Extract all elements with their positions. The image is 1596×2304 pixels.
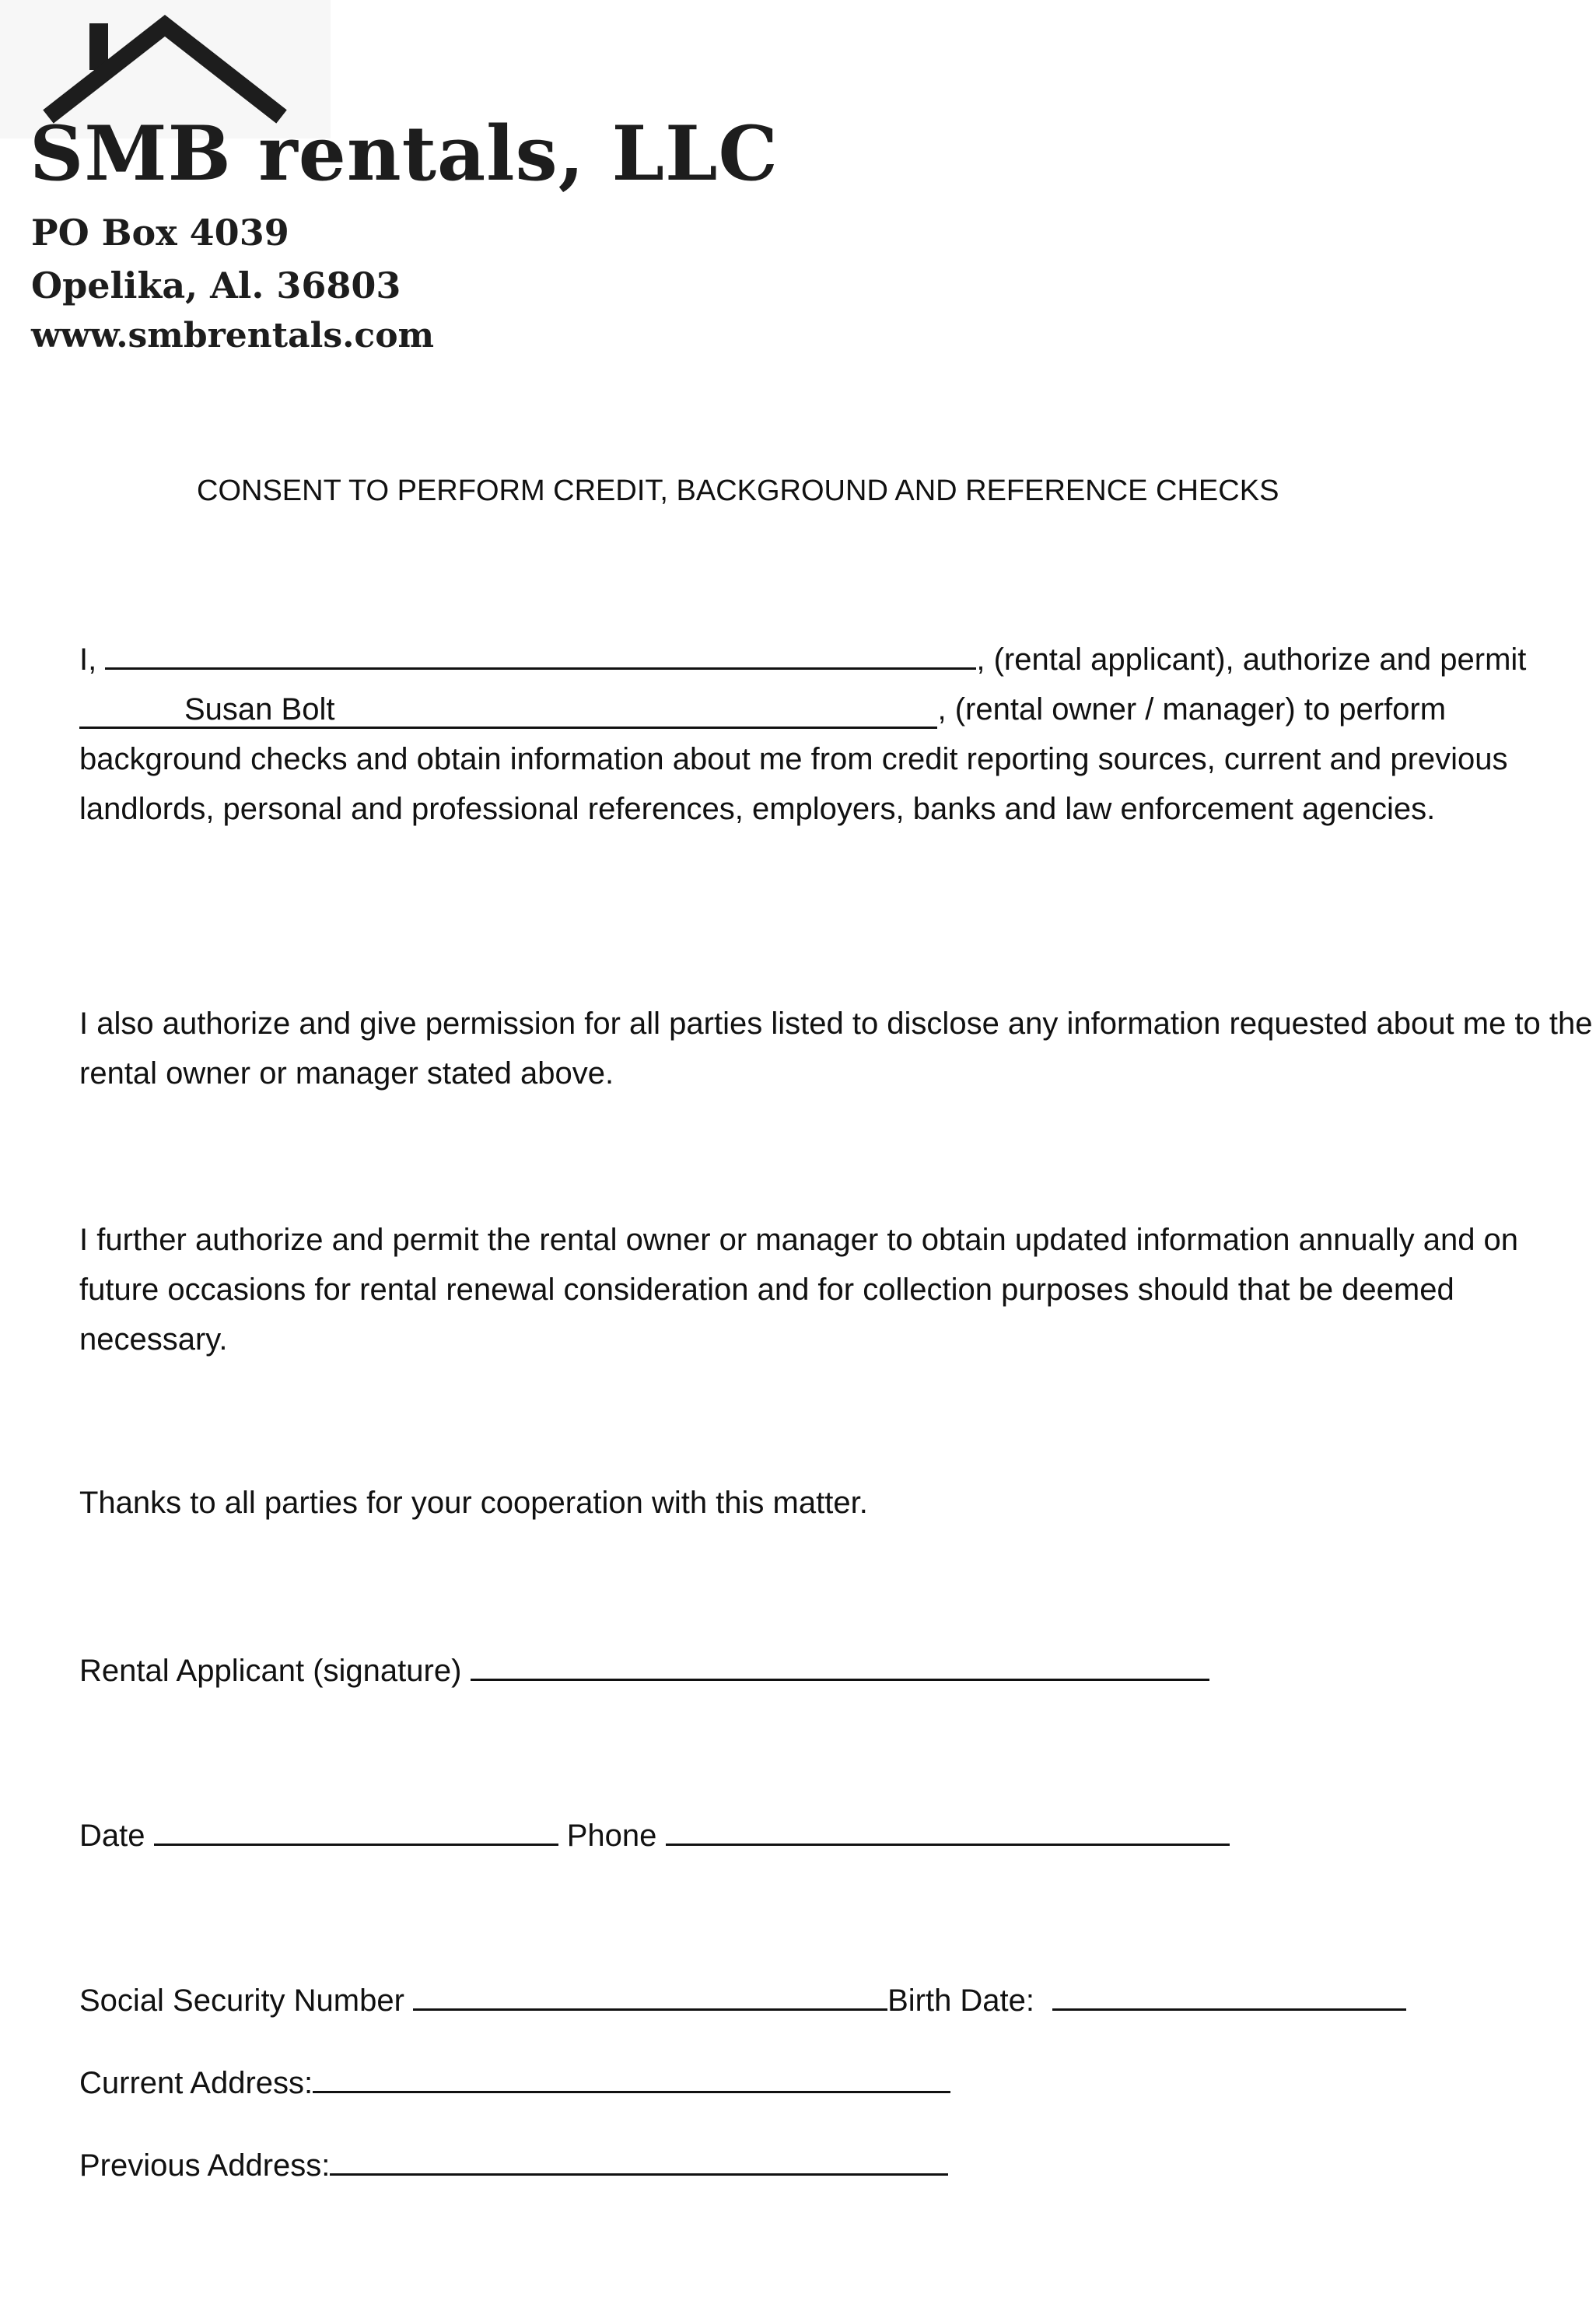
applicant-name-field[interactable] — [105, 636, 976, 670]
applicant-role-text: , (rental applicant), authorize and permit — [976, 643, 1527, 677]
date-label: Date — [79, 1819, 145, 1853]
website-link[interactable]: www.smbrentals.com — [31, 316, 435, 355]
address-line-po-box: PO Box 4039 — [31, 212, 289, 254]
current-address-row — [79, 2058, 950, 2108]
ssn-label: Social Security Number — [79, 1984, 404, 2018]
date-phone-row — [79, 1811, 1230, 1861]
paragraph-prefix: I, — [79, 643, 97, 677]
authorization-paragraph — [79, 635, 1596, 834]
previous-address-label: Previous Address: — [79, 2148, 331, 2183]
future-authorization-paragraph: I further authorize and permit the rental owner or manager to obtain updated information annually and on future occasions for rental renewal consideration and for collection purposes should that be deemed necessary. — [79, 1223, 1519, 1357]
owner-role-text: , (rental owner / manager) to perform background checks and obtain information about me from credit reporting sources, current and previous landlords, personal and professional references, employers, banks and law enforcement agencies. — [79, 692, 1508, 826]
phone-label: Phone — [566, 1819, 657, 1853]
phone-field[interactable] — [666, 1812, 1230, 1846]
owner-name-field[interactable] — [79, 692, 937, 729]
previous-address-field[interactable] — [330, 2142, 948, 2176]
company-name: SMB rentals, LLC — [30, 110, 779, 198]
owner-name-value: Susan Bolt — [184, 692, 335, 727]
ssn-field[interactable] — [413, 1977, 887, 2011]
current-address-label: Current Address: — [79, 2066, 313, 2100]
previous-address-row — [79, 2141, 948, 2190]
signature-row — [79, 1646, 1209, 1696]
disclosure-paragraph: I also authorize and give permission for all parties listed to disclose any information requested about me to the rental owner or manager stated above. — [79, 1007, 1593, 1091]
birth-date-label: Birth Date: — [887, 1984, 1035, 2018]
date-field[interactable] — [154, 1812, 558, 1846]
address-line-city: Opelika, Al. 36803 — [31, 264, 401, 306]
signature-label: Rental Applicant (signature) — [79, 1654, 462, 1688]
current-address-field[interactable] — [313, 2060, 950, 2093]
ssn-birthdate-row — [79, 1976, 1406, 2026]
thanks-paragraph: Thanks to all parties for your cooperation with this matter. — [79, 1486, 868, 1520]
document-title: CONSENT TO PERFORM CREDIT, BACKGROUND AND REFERENCE CHECKS — [197, 474, 1279, 507]
signature-field[interactable] — [471, 1647, 1209, 1681]
birth-date-field[interactable] — [1052, 1977, 1406, 2011]
